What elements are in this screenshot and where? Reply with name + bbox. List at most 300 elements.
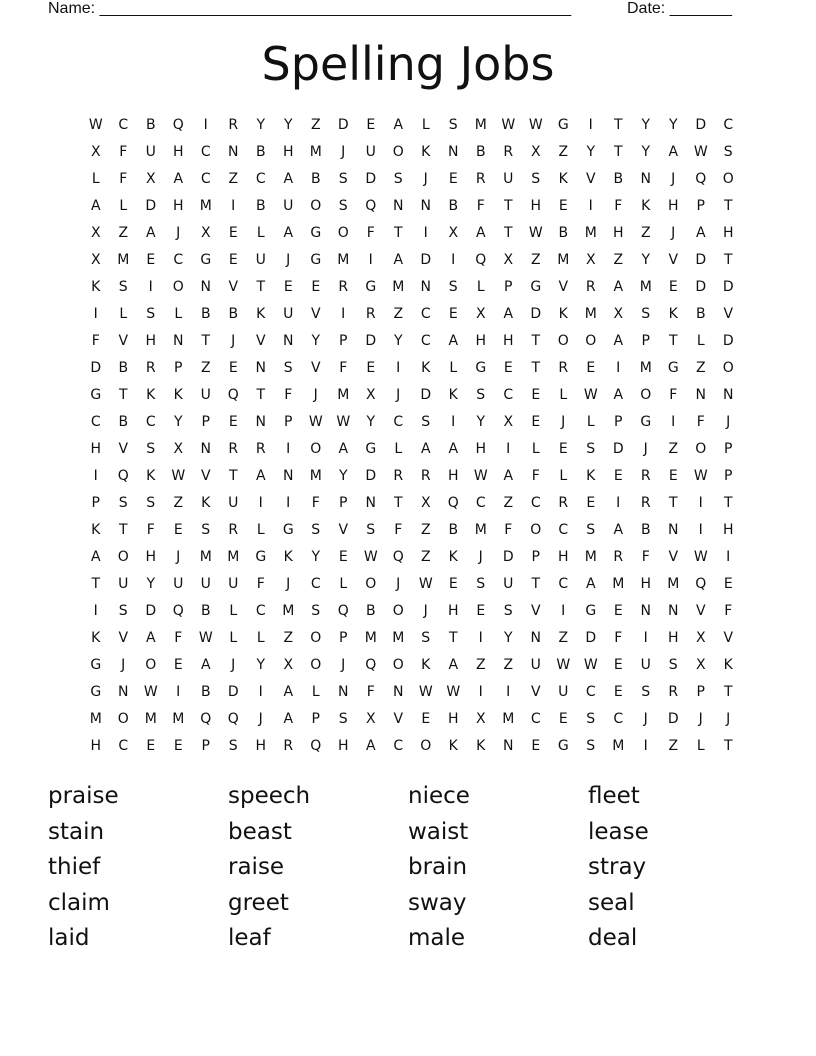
grid-letter: K bbox=[256, 306, 266, 322]
grid-letter: O bbox=[117, 549, 129, 565]
grid-letter: K bbox=[421, 657, 431, 673]
grid-letter: K bbox=[448, 738, 458, 754]
grid-letter: H bbox=[530, 198, 542, 214]
grid-letter: N bbox=[668, 603, 679, 619]
grid-letter: K bbox=[283, 549, 293, 565]
grid-letter: J bbox=[231, 657, 236, 673]
grid-letter: R bbox=[228, 441, 239, 457]
grid-letter: I bbox=[698, 495, 703, 511]
grid-letter: S bbox=[531, 171, 541, 187]
grid-letter: W bbox=[693, 144, 708, 160]
grid-letter: R bbox=[145, 360, 156, 376]
grid-letter: T bbox=[256, 279, 266, 295]
grid-letter: S bbox=[201, 522, 211, 538]
grid-letter: R bbox=[228, 117, 239, 133]
grid-letter: D bbox=[365, 171, 377, 187]
grid-letter: Y bbox=[641, 117, 651, 133]
grid-letter: J bbox=[671, 171, 676, 187]
grid-letter: Q bbox=[695, 171, 707, 187]
grid-letter: E bbox=[228, 225, 238, 241]
grid-letter: S bbox=[586, 738, 596, 754]
grid-letter: E bbox=[338, 549, 348, 565]
grid-letter: B bbox=[118, 414, 129, 430]
grid-letter: A bbox=[448, 333, 459, 349]
grid-letter: A bbox=[90, 549, 101, 565]
grid-letter: J bbox=[286, 252, 291, 268]
grid-letter: O bbox=[365, 576, 377, 592]
grid-letter: T bbox=[393, 495, 403, 511]
grid-letter: I bbox=[451, 252, 456, 268]
grid-letter: I bbox=[478, 630, 483, 646]
grid-letter: J bbox=[423, 603, 428, 619]
grid-letter: C bbox=[118, 738, 129, 754]
grid-letter: U bbox=[228, 495, 239, 511]
grid-letter: J bbox=[176, 225, 181, 241]
grid-letter: F bbox=[724, 603, 733, 619]
grid-letter: O bbox=[310, 630, 322, 646]
grid-letter: L bbox=[696, 333, 705, 349]
grid-letter: F bbox=[614, 198, 623, 214]
grid-letter: S bbox=[421, 414, 431, 430]
grid-letter: W bbox=[198, 630, 213, 646]
grid-letter: I bbox=[561, 603, 566, 619]
grid-row bbox=[82, 114, 742, 141]
word-list-item: raise bbox=[228, 854, 285, 880]
grid-letter: M bbox=[667, 576, 680, 592]
grid-letter: C bbox=[530, 711, 541, 727]
grid-letter: A bbox=[200, 657, 211, 673]
word-list-item: stray bbox=[588, 854, 647, 880]
grid-letter: N bbox=[420, 198, 431, 214]
header bbox=[48, 0, 748, 20]
grid-letter: B bbox=[558, 225, 569, 241]
grid-letter: C bbox=[393, 738, 404, 754]
grid-letter: C bbox=[558, 522, 569, 538]
grid-letter: D bbox=[365, 333, 377, 349]
grid-letter: Y bbox=[641, 144, 651, 160]
grid-letter: H bbox=[447, 468, 459, 484]
grid-letter: S bbox=[228, 738, 238, 754]
grid-letter: R bbox=[365, 306, 376, 322]
grid-letter: M bbox=[227, 549, 240, 565]
grid-letter: K bbox=[421, 144, 431, 160]
grid-letter: V bbox=[200, 468, 211, 484]
grid-letter: L bbox=[559, 387, 568, 403]
grid-letter: G bbox=[667, 360, 679, 376]
grid-letter: I bbox=[148, 279, 153, 295]
grid-letter: T bbox=[723, 198, 733, 214]
grid-letter: X bbox=[173, 441, 184, 457]
grid-letter: K bbox=[201, 495, 211, 511]
grid-letter: B bbox=[255, 144, 266, 160]
grid-letter: W bbox=[501, 117, 516, 133]
grid-row bbox=[82, 708, 742, 735]
grid-letter: J bbox=[258, 711, 263, 727]
grid-letter: P bbox=[531, 549, 540, 565]
grid-letter: H bbox=[172, 144, 184, 160]
grid-letter: A bbox=[145, 630, 156, 646]
word-search-grid bbox=[82, 114, 742, 762]
grid-letter: L bbox=[119, 198, 128, 214]
grid-letter: R bbox=[393, 468, 404, 484]
grid-letter: I bbox=[396, 360, 401, 376]
grid-letter: E bbox=[503, 360, 513, 376]
grid-letter: X bbox=[283, 657, 294, 673]
grid-letter: S bbox=[723, 144, 733, 160]
grid-letter: E bbox=[228, 252, 238, 268]
grid-letter: L bbox=[119, 306, 128, 322]
grid-letter: P bbox=[284, 414, 293, 430]
grid-letter: R bbox=[338, 279, 349, 295]
grid-letter: A bbox=[393, 117, 404, 133]
grid-letter: M bbox=[612, 576, 625, 592]
grid-letter: N bbox=[393, 198, 404, 214]
grid-letter: J bbox=[341, 657, 346, 673]
grid-letter: W bbox=[583, 387, 598, 403]
grid-letter: B bbox=[118, 360, 129, 376]
grid-letter: R bbox=[613, 549, 624, 565]
grid-letter: E bbox=[668, 279, 678, 295]
grid-letter: P bbox=[724, 468, 733, 484]
grid-row bbox=[82, 303, 742, 330]
grid-letter: I bbox=[258, 495, 263, 511]
grid-letter: C bbox=[558, 576, 569, 592]
grid-letter: Z bbox=[613, 252, 624, 268]
grid-letter: T bbox=[448, 630, 458, 646]
grid-letter: C bbox=[723, 117, 734, 133]
grid-letter: M bbox=[172, 711, 185, 727]
grid-row bbox=[82, 276, 742, 303]
word-list-item: lease bbox=[588, 818, 649, 845]
grid-letter: X bbox=[503, 252, 514, 268]
grid-letter: A bbox=[283, 171, 294, 187]
grid-letter: N bbox=[338, 684, 349, 700]
grid-letter: H bbox=[282, 144, 294, 160]
grid-letter: Y bbox=[283, 117, 293, 133]
grid-letter: H bbox=[447, 711, 459, 727]
grid-letter: F bbox=[339, 360, 348, 376]
grid-letter: H bbox=[475, 333, 487, 349]
grid-letter: A bbox=[283, 684, 294, 700]
grid-letter: J bbox=[396, 576, 401, 592]
grid-letter: T bbox=[503, 225, 513, 241]
grid-letter: Q bbox=[200, 711, 212, 727]
grid-letter: T bbox=[723, 738, 733, 754]
grid-letter: S bbox=[586, 711, 596, 727]
grid-row bbox=[82, 681, 742, 708]
grid-letter: L bbox=[256, 225, 265, 241]
grid-letter: M bbox=[474, 522, 487, 538]
grid-letter: Z bbox=[173, 495, 184, 511]
grid-letter: G bbox=[475, 360, 487, 376]
grid-letter: N bbox=[640, 171, 651, 187]
grid-letter: V bbox=[338, 522, 349, 538]
grid-letter: K bbox=[558, 171, 568, 187]
grid-letter: G bbox=[255, 549, 267, 565]
grid-letter: A bbox=[145, 225, 156, 241]
grid-letter: V bbox=[255, 333, 266, 349]
grid-letter: I bbox=[258, 684, 263, 700]
grid-letter: N bbox=[255, 360, 266, 376]
grid-letter: I bbox=[616, 495, 621, 511]
grid-row bbox=[82, 654, 742, 681]
grid-letter: A bbox=[668, 144, 679, 160]
grid-letter: U bbox=[200, 387, 211, 403]
grid-letter: W bbox=[88, 117, 103, 133]
grid-letter: C bbox=[585, 684, 596, 700]
grid-letter: W bbox=[583, 657, 598, 673]
grid-letter: R bbox=[283, 738, 294, 754]
grid-letter: O bbox=[117, 711, 129, 727]
grid-letter: M bbox=[337, 252, 350, 268]
grid-letter: H bbox=[667, 630, 679, 646]
grid-letter: S bbox=[118, 603, 128, 619]
grid-letter: L bbox=[256, 522, 265, 538]
grid-letter: O bbox=[722, 360, 734, 376]
grid-letter: C bbox=[90, 414, 101, 430]
grid-letter: Q bbox=[172, 603, 184, 619]
grid-letter: H bbox=[557, 549, 569, 565]
grid-letter: E bbox=[476, 603, 486, 619]
grid-letter: I bbox=[671, 414, 676, 430]
grid-letter: S bbox=[476, 576, 486, 592]
grid-letter: I bbox=[643, 630, 648, 646]
grid-letter: H bbox=[337, 738, 349, 754]
grid-letter: F bbox=[476, 198, 485, 214]
grid-letter: M bbox=[612, 738, 625, 754]
page-title: Spelling Jobs bbox=[261, 37, 555, 91]
grid-letter: B bbox=[145, 117, 156, 133]
grid-letter: F bbox=[366, 684, 375, 700]
grid-letter: Z bbox=[420, 522, 431, 538]
grid-letter: V bbox=[530, 603, 541, 619]
grid-letter: F bbox=[119, 144, 128, 160]
grid-letter: Y bbox=[311, 333, 321, 349]
grid-letter: V bbox=[558, 279, 569, 295]
grid-letter: G bbox=[90, 387, 102, 403]
grid-letter: Z bbox=[283, 630, 294, 646]
grid-letter: G bbox=[365, 279, 377, 295]
word-list bbox=[48, 780, 768, 958]
grid-letter: E bbox=[311, 279, 321, 295]
grid-letter: E bbox=[173, 738, 183, 754]
grid-letter: O bbox=[420, 738, 432, 754]
grid-letter: Z bbox=[558, 144, 569, 160]
grid-letter: V bbox=[310, 360, 321, 376]
grid-letter: J bbox=[286, 576, 291, 592]
grid-letter: T bbox=[201, 333, 211, 349]
grid-letter: B bbox=[475, 144, 486, 160]
grid-letter: R bbox=[228, 522, 239, 538]
grid-letter: O bbox=[172, 279, 184, 295]
grid-letter: H bbox=[475, 441, 487, 457]
grid-letter: O bbox=[310, 657, 322, 673]
grid-letter: P bbox=[641, 333, 650, 349]
grid-letter: O bbox=[640, 387, 652, 403]
grid-letter: I bbox=[176, 684, 181, 700]
grid-letter: D bbox=[90, 360, 102, 376]
grid-letter: Y bbox=[586, 144, 596, 160]
grid-letter: O bbox=[145, 657, 157, 673]
word-list-item: claim bbox=[48, 889, 110, 916]
grid-letter: X bbox=[365, 711, 376, 727]
grid-letter: A bbox=[613, 333, 624, 349]
grid-letter: U bbox=[145, 144, 156, 160]
grid-letter: Y bbox=[173, 414, 183, 430]
grid-letter: J bbox=[231, 333, 236, 349]
grid-letter: U bbox=[530, 657, 541, 673]
grid-letter: W bbox=[308, 414, 323, 430]
grid-letter: W bbox=[171, 468, 186, 484]
grid-letter: S bbox=[503, 603, 513, 619]
grid-letter: W bbox=[418, 684, 433, 700]
grid-letter: C bbox=[393, 414, 404, 430]
word-list-item: seal bbox=[588, 889, 635, 916]
grid-letter: I bbox=[286, 495, 291, 511]
word-list-item: sway bbox=[408, 889, 467, 916]
grid-letter: P bbox=[311, 711, 320, 727]
grid-letter: B bbox=[200, 306, 211, 322]
grid-letter: S bbox=[338, 171, 348, 187]
grid-letter: Z bbox=[420, 549, 431, 565]
grid-letter: X bbox=[90, 225, 101, 241]
grid-letter: S bbox=[338, 198, 348, 214]
grid-letter: A bbox=[503, 468, 514, 484]
grid-letter: L bbox=[339, 576, 348, 592]
grid-letter: J bbox=[726, 414, 731, 430]
grid-letter: L bbox=[449, 360, 458, 376]
grid-letter: Z bbox=[393, 306, 404, 322]
grid-letter: P bbox=[696, 198, 705, 214]
grid-letter: I bbox=[588, 117, 593, 133]
grid-letter: O bbox=[392, 657, 404, 673]
grid-letter: H bbox=[90, 441, 102, 457]
grid-letter: V bbox=[585, 171, 596, 187]
grid-letter: B bbox=[200, 603, 211, 619]
grid-letter: R bbox=[475, 171, 486, 187]
grid-letter: A bbox=[255, 468, 266, 484]
grid-letter: B bbox=[640, 522, 651, 538]
grid-letter: P bbox=[614, 414, 623, 430]
grid-letter: E bbox=[586, 360, 596, 376]
grid-letter: D bbox=[337, 117, 349, 133]
grid-letter: L bbox=[586, 414, 595, 430]
grid-row bbox=[82, 249, 742, 276]
grid-letter: A bbox=[695, 225, 706, 241]
grid-letter: R bbox=[668, 684, 679, 700]
grid-letter: Y bbox=[476, 414, 486, 430]
grid-letter: M bbox=[557, 252, 570, 268]
grid-letter: S bbox=[641, 306, 651, 322]
grid-letter: J bbox=[423, 171, 428, 187]
grid-letter: F bbox=[531, 468, 540, 484]
grid-row bbox=[82, 465, 742, 492]
grid-letter: O bbox=[585, 333, 597, 349]
grid-letter: G bbox=[557, 117, 569, 133]
grid-letter: E bbox=[421, 711, 431, 727]
grid-letter: I bbox=[423, 225, 428, 241]
grid-letter: S bbox=[146, 441, 156, 457]
grid-letter: I bbox=[616, 360, 621, 376]
grid-letter: Q bbox=[475, 252, 487, 268]
grid-letter: S bbox=[668, 657, 678, 673]
grid-letter: N bbox=[200, 279, 211, 295]
grid-letter: E bbox=[366, 360, 376, 376]
grid-letter: M bbox=[282, 603, 295, 619]
grid-letter: M bbox=[144, 711, 157, 727]
grid-letter: E bbox=[668, 468, 678, 484]
grid-letter: W bbox=[528, 225, 543, 241]
grid-letter: A bbox=[613, 279, 624, 295]
grid-letter: K bbox=[448, 387, 458, 403]
grid-letter: K bbox=[448, 549, 458, 565]
grid-letter: F bbox=[669, 387, 678, 403]
grid-letter: O bbox=[337, 225, 349, 241]
grid-letter: P bbox=[339, 495, 348, 511]
grid-letter: I bbox=[478, 684, 483, 700]
grid-letter: R bbox=[585, 279, 596, 295]
grid-letter: B bbox=[613, 171, 624, 187]
grid-letter: D bbox=[227, 684, 239, 700]
grid-letter: V bbox=[118, 630, 129, 646]
grid-row bbox=[82, 627, 742, 654]
grid-letter: V bbox=[723, 306, 734, 322]
grid-letter: T bbox=[503, 198, 513, 214]
grid-letter: M bbox=[639, 360, 652, 376]
grid-letter: J bbox=[671, 225, 676, 241]
grid-letter: W bbox=[446, 684, 461, 700]
word-list-item: male bbox=[408, 925, 466, 951]
grid-letter: Z bbox=[668, 441, 679, 457]
grid-letter: E bbox=[723, 576, 733, 592]
grid-letter: S bbox=[146, 495, 156, 511]
grid-letter: M bbox=[502, 711, 515, 727]
grid-letter: V bbox=[668, 252, 679, 268]
grid-letter: D bbox=[722, 333, 734, 349]
grid-letter: C bbox=[145, 414, 156, 430]
grid-letter: J bbox=[341, 144, 346, 160]
grid-letter: V bbox=[393, 711, 404, 727]
grid-letter: F bbox=[311, 495, 320, 511]
grid-letter: V bbox=[668, 549, 679, 565]
grid-letter: L bbox=[559, 468, 568, 484]
grid-letter: L bbox=[229, 603, 238, 619]
grid-row bbox=[82, 411, 742, 438]
grid-letter: D bbox=[365, 468, 377, 484]
grid-letter: V bbox=[118, 333, 129, 349]
grid-letter: E bbox=[366, 117, 376, 133]
grid-letter: D bbox=[695, 117, 707, 133]
grid-letter: W bbox=[418, 576, 433, 592]
grid-letter: Z bbox=[503, 657, 514, 673]
grid-letter: S bbox=[366, 522, 376, 538]
grid-letter: X bbox=[90, 144, 101, 160]
grid-letter: G bbox=[557, 738, 569, 754]
grid-row bbox=[82, 384, 742, 411]
grid-letter: A bbox=[585, 576, 596, 592]
grid-letter: H bbox=[145, 549, 157, 565]
grid-letter: S bbox=[421, 630, 431, 646]
grid-letter: J bbox=[478, 549, 483, 565]
grid-letter: G bbox=[365, 441, 377, 457]
grid-letter: J bbox=[698, 711, 703, 727]
grid-letter: V bbox=[695, 603, 706, 619]
grid-letter: V bbox=[723, 630, 734, 646]
grid-letter: D bbox=[667, 711, 679, 727]
grid-letter: K bbox=[173, 387, 183, 403]
grid-letter: S bbox=[448, 279, 458, 295]
grid-letter: F bbox=[284, 387, 293, 403]
